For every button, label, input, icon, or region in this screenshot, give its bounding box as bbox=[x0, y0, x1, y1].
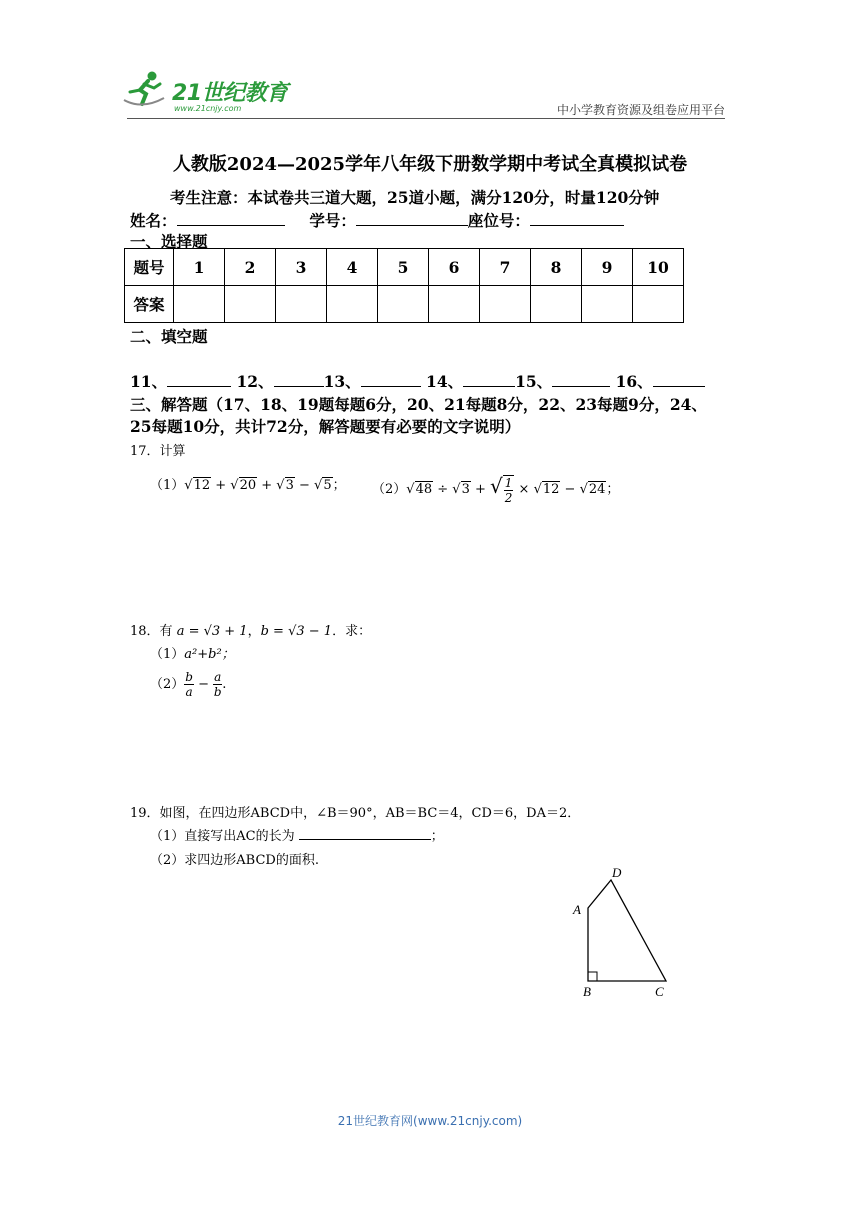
table-cell: 2 bbox=[225, 249, 276, 286]
header-platform-text: 中小学教育资源及组卷应用平台 bbox=[556, 103, 725, 117]
answer-cell[interactable] bbox=[531, 286, 582, 323]
blank-field-11[interactable] bbox=[167, 372, 231, 387]
table-cell: 4 bbox=[327, 249, 378, 286]
table-cell: 7 bbox=[480, 249, 531, 286]
name-field[interactable] bbox=[177, 211, 285, 226]
blank-label-16: 16、 bbox=[615, 372, 653, 391]
blank-field-12[interactable] bbox=[274, 372, 324, 387]
answer-cell[interactable] bbox=[225, 286, 276, 323]
label-c: C bbox=[655, 984, 664, 999]
answer-cell[interactable] bbox=[582, 286, 633, 323]
logo-text: 21世纪教育 bbox=[172, 81, 288, 106]
q18-a-def: a = √3 + 1 bbox=[176, 624, 248, 639]
q19-answer-field[interactable] bbox=[299, 827, 431, 840]
row-label-answers: 答案 bbox=[125, 286, 174, 323]
answer-cell[interactable] bbox=[327, 286, 378, 323]
table-cell: 1 bbox=[174, 249, 225, 286]
q19-part1 bbox=[150, 825, 444, 844]
blank-label-11: 11、 bbox=[130, 372, 168, 391]
radicand: 20 bbox=[239, 478, 257, 493]
answer-cell[interactable] bbox=[276, 286, 327, 323]
student-info-line bbox=[130, 209, 624, 231]
q19-part2: （2）求四边形ABCD的面积. bbox=[150, 853, 319, 868]
answer-cell[interactable] bbox=[480, 286, 531, 323]
answer-cell[interactable] bbox=[429, 286, 480, 323]
label-b: B bbox=[583, 984, 591, 999]
blank-field-14[interactable] bbox=[463, 372, 515, 387]
footer-link[interactable]: 21世纪教育网(www.21cnjy.com) bbox=[337, 1114, 523, 1128]
table-cell: 10 bbox=[633, 249, 684, 286]
frac-num: 1 bbox=[504, 475, 513, 490]
exam-notice: 考生注意：本试卷共三道大题，25道小题，满分120分，时量120分钟 bbox=[170, 188, 660, 207]
student-id-field[interactable] bbox=[356, 211, 468, 226]
page-title: 人教版2024—2025学年八年级下册数学期中考试全真模拟试卷 bbox=[172, 154, 688, 175]
radicand: 24 bbox=[588, 482, 606, 497]
header-divider bbox=[127, 118, 725, 119]
sqrt-one-half bbox=[503, 475, 515, 505]
answer-table bbox=[124, 248, 684, 323]
blank-label-12: 12、 bbox=[236, 372, 274, 391]
section-1-heading: 一、选择题 bbox=[130, 232, 208, 251]
blank-label-13: 13、 bbox=[323, 372, 361, 391]
seat-field[interactable] bbox=[530, 211, 624, 226]
answer-cell[interactable] bbox=[174, 286, 225, 323]
q19-p1-text: （1）直接写出AC的长为 bbox=[150, 829, 295, 844]
table-cell: 3 bbox=[276, 249, 327, 286]
q19-title: 19．如图，在四边形ABCD中，∠B＝90°，AB＝BC＝4，CD＝6，DA＝2． bbox=[130, 806, 581, 821]
q17-title: 17．计算 bbox=[130, 444, 186, 459]
radicand: 5 bbox=[323, 478, 332, 493]
blank-label-14: 14、 bbox=[426, 372, 464, 391]
q18-p2-label: （2） bbox=[150, 677, 185, 692]
section-3-heading-line1: 三、解答题（17、18、19题每题6分，20、21每题8分，22、23每题9分，24、 bbox=[130, 395, 707, 414]
table-cell: 9 bbox=[582, 249, 633, 286]
runner-logo-icon bbox=[122, 70, 166, 110]
table-cell: 8 bbox=[531, 249, 582, 286]
table-cell: 6 bbox=[429, 249, 480, 286]
fill-blank-line bbox=[130, 370, 705, 392]
frac-b-over-a: $\frac{b}{a}$ bbox=[185, 670, 193, 699]
quadrilateral-abcd bbox=[588, 880, 666, 981]
label-a: A bbox=[573, 902, 581, 917]
student-id-label: 学号： bbox=[309, 211, 356, 230]
quadrilateral-figure bbox=[565, 862, 675, 1002]
radicand: 48 bbox=[415, 482, 433, 497]
q18-title: 18．有 a = √3 + 1，b = √3 − 1．求： bbox=[130, 624, 372, 639]
label-d: D bbox=[612, 865, 622, 880]
row-label-numbers: 题号 bbox=[125, 249, 174, 286]
section-2-heading: 二、填空题 bbox=[130, 327, 208, 346]
radicand: 3 bbox=[461, 482, 470, 497]
q18-p1-label: （1） bbox=[150, 647, 185, 662]
blank-field-15[interactable] bbox=[552, 372, 610, 387]
q17-part2: （2）√48 ÷ √3 + √ $\frac{1}{2}$ × √12 − √24； bbox=[372, 474, 620, 505]
answer-cell[interactable] bbox=[378, 286, 429, 323]
radicand: 12 bbox=[193, 478, 211, 493]
name-label: 姓名： bbox=[130, 211, 177, 230]
frac-a-over-b: $\frac{a}{b}$ bbox=[213, 670, 222, 699]
frac-den: 2 bbox=[504, 490, 513, 505]
logo bbox=[122, 70, 292, 118]
q18-prefix: 18．有 bbox=[130, 624, 173, 639]
q18-part2: （2） $\frac{b}{a}$ − $\frac{a}{b}$ . bbox=[150, 670, 227, 699]
q18-part1 bbox=[150, 643, 235, 662]
answer-cell[interactable] bbox=[633, 286, 684, 323]
radicand: 3 bbox=[285, 478, 294, 493]
q18-b-def: b = √3 − 1 bbox=[260, 624, 333, 639]
q17-p1-label: （1） bbox=[150, 478, 185, 493]
q18-suffix: ．求： bbox=[332, 624, 372, 639]
seat-label: 座位号： bbox=[467, 211, 530, 230]
section-3-heading-line2: 25每题10分，共计72分，解答题要有必要的文字说明） bbox=[130, 417, 521, 436]
q17-part1: （1）√12 + √20 + √3 − √5； bbox=[150, 478, 346, 493]
table-row-numbers bbox=[125, 249, 684, 286]
right-angle-mark bbox=[588, 972, 597, 981]
table-row-answers bbox=[125, 286, 684, 323]
q17-p2-label: （2） bbox=[372, 482, 407, 497]
blank-field-16[interactable] bbox=[653, 372, 705, 387]
blank-label-15: 15、 bbox=[515, 372, 553, 391]
q19-p1-end: ； bbox=[430, 829, 444, 844]
table-cell: 5 bbox=[378, 249, 429, 286]
blank-field-13[interactable] bbox=[361, 372, 421, 387]
radicand: 12 bbox=[542, 482, 560, 497]
q18-p1-expr: a²+b²； bbox=[184, 647, 235, 662]
logo-url: www.21cnjy.com bbox=[174, 104, 242, 113]
